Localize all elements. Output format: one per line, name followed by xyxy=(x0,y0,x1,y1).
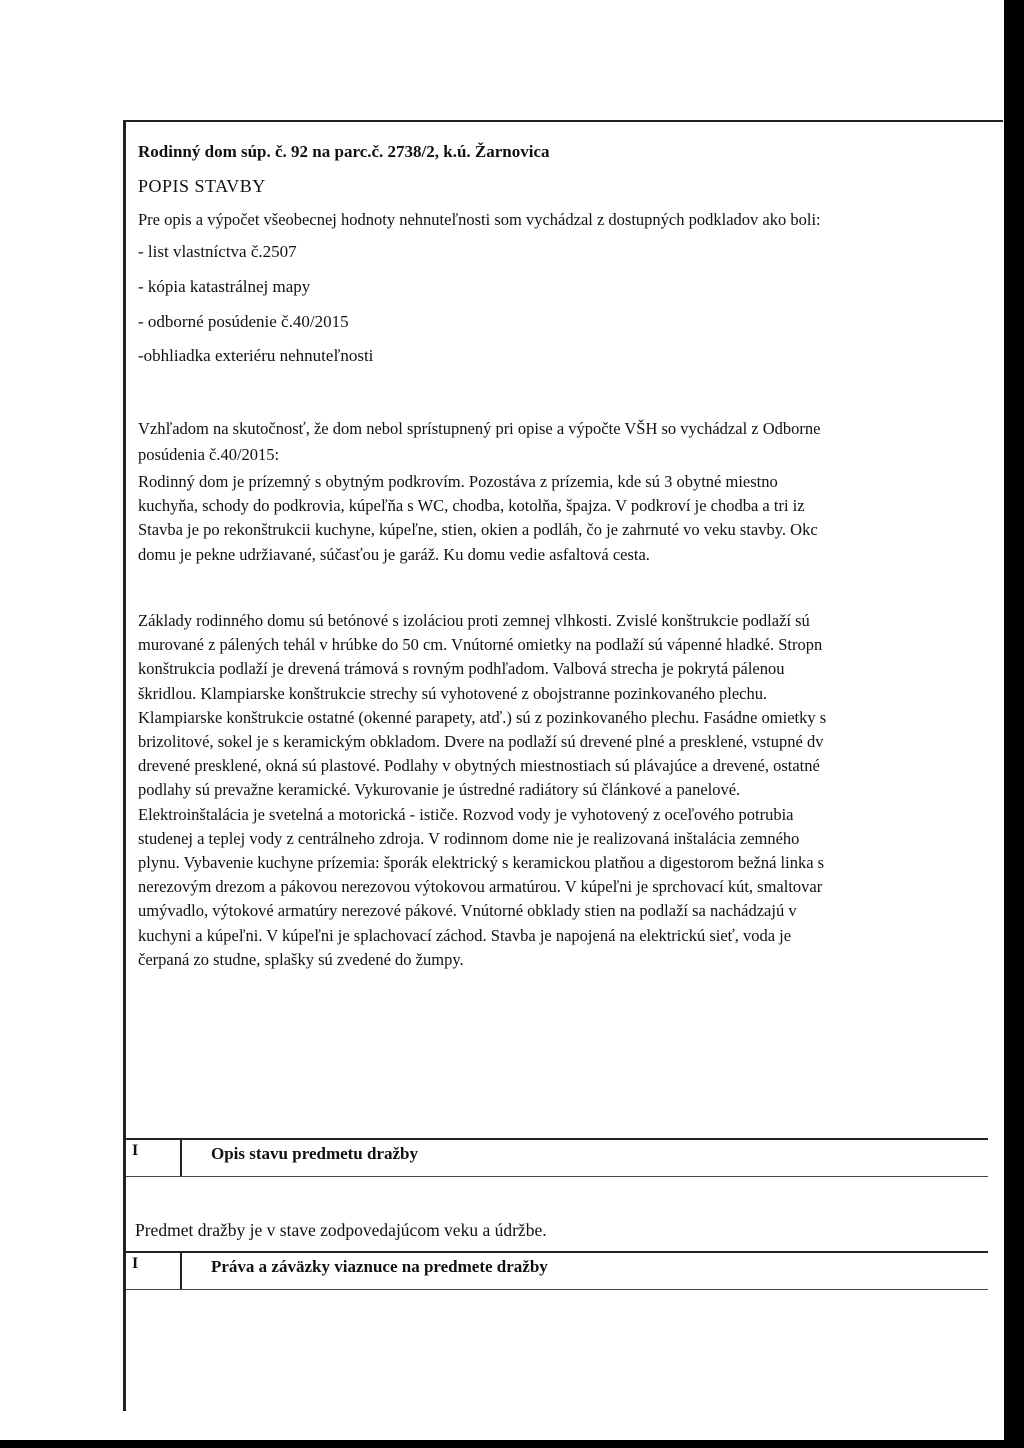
intro-block xyxy=(138,207,1003,233)
section-number: I xyxy=(132,1255,139,1272)
property-address: Rodinný dom súp. č. 92 na parc.č. 2738/2, k.ú. Žarnovica xyxy=(138,142,550,161)
intro-line: Pre opis a výpočet všeobecnej hodnoty nehnuteľnosti som vychádzal z dostupných podkladov ako boli: xyxy=(138,210,821,229)
construction-line: umývadlo, výtokové armatúry nerezové pákové. Vnútorné obklady stien na podlaží sa nachádzajú v xyxy=(138,901,797,921)
section-rule xyxy=(126,1251,988,1253)
description-line: kuchyňa, schody do podkrovia, kúpeľňa s WC, chodba, kotolňa, špajza. V podkroví je chodba a tri iz xyxy=(138,496,805,516)
description-line: Rodinný dom je prízemný s obytným podkrovím. Pozostáva z prízemia, kde sú 3 obytné miestno xyxy=(138,472,778,491)
construction-line: škridlou. Klampiarske konštrukcie strechy sú vyhotovené z obojstranne pozinkovaného plechu. xyxy=(138,683,768,703)
section-number: I xyxy=(132,1142,139,1159)
section-title: Opis stavu predmetu dražby xyxy=(211,1144,419,1163)
note-line: Vzhľadom na skutočnosť, že dom nebol sprístupnený pri opise a výpočte VŠH so vychádzal z Odborne xyxy=(138,419,821,438)
construction-paragraph xyxy=(138,609,1003,972)
construction-line: čerpaná zo studne, splašky sú zvedené do žumpy. xyxy=(138,949,464,969)
source-item: - list vlastníctva č.2507 xyxy=(138,242,297,261)
source-item: - kópia katastrálnej mapy xyxy=(138,277,311,296)
description-line: domu je pekne udržiavané, súčasťou je garáž. Ku domu vedie asfaltová cesta. xyxy=(138,544,650,564)
section-title: Práva a záväzky viaznuce na predmete dražby xyxy=(211,1257,548,1276)
section-title-popis-stavby: POPIS STAVBY xyxy=(138,176,266,196)
scan-edge-right xyxy=(1004,0,1024,1448)
section-opis-stavu xyxy=(126,1138,1003,1178)
construction-line: Elektroinštalácia je svetelná a motorická - ističe. Rozvod vody je vyhotovený z oceľového potrubia xyxy=(138,804,794,824)
construction-line: kuchyni a kúpeľni. V kúpeľni je splachovací záchod. Stavba je napojená na elektrickú sieť, voda je xyxy=(138,925,792,945)
construction-line: drevené presklené, okná sú plastové. Podlahy v obytných miestnostiach sú plávajúce a drevené, ostatné xyxy=(138,756,820,776)
construction-line: Klampiarske konštrukcie ostatné (okenné parapety, atď.) sú z pozinkovaného plechu. Fasádne omietky s xyxy=(138,707,827,727)
top-border-line xyxy=(123,120,1003,122)
note-line: posúdenia č.40/2015: xyxy=(138,444,280,464)
section-rule-bottom xyxy=(126,1289,988,1290)
scan-edge-bottom xyxy=(0,1440,1024,1448)
section-prava-zavazky xyxy=(126,1251,1003,1291)
source-item: -obhliadka exteriéru nehnuteľnosti xyxy=(138,346,374,365)
source-item: - odborné posúdenie č.40/2015 xyxy=(138,312,349,331)
construction-line: studenej a teplej vody z centrálneho zdroja. V rodinnom dome nie je realizovaná inštalácia zemného xyxy=(138,828,800,848)
description-line: Stavba je po rekonštrukcii kuchyne, kúpeľne, stien, okien a podláh, čo je zahrnuté vo veku stavby. Okc xyxy=(138,520,818,540)
construction-line: murované z pálených tehál v hrúbke do 50 cm. Vnútorné omietky na podlaží sú vápenné hladké. Stropn xyxy=(138,635,823,655)
left-border-line xyxy=(123,121,126,1411)
section-rule-bottom xyxy=(126,1176,988,1177)
section-rule xyxy=(126,1138,988,1140)
construction-line: plynu. Vybavenie kuchyne prízemia: šporák elektrický s keramickou platňou a digestorom bežná linka s xyxy=(138,853,825,873)
note-paragraph xyxy=(138,416,1003,467)
construction-line: konštrukcia podlaží je drevená trámová s rovným podhľadom. Valbová strecha je pokrytá pálenou xyxy=(138,659,785,679)
construction-line: podlahy sú prevažne keramické. Vykurovanie je ústredné radiátory sú článkové a panelové. xyxy=(138,780,741,800)
construction-line: brizolitové, sokel je s keramickým obkladom. Dvere na podlaží sú drevené plné a presklené, vstupné dv xyxy=(138,732,824,752)
description-paragraph xyxy=(138,470,1003,567)
section-number-box xyxy=(126,1251,182,1289)
construction-line: Základy rodinného domu sú betónové s izoláciou proti zemnej vlhkosti. Zvislé konštrukcie podlaží sú xyxy=(138,611,810,630)
section-opis-stavu-text: Predmet dražby je v stave zodpovedajúcom veku a údržbe. xyxy=(135,1220,547,1240)
section-number-box xyxy=(126,1138,182,1176)
construction-line: nerezovým drezom a pákovou nerezovou výtokovou armatúrou. V kúpeľni je sprchovací kút, smaltovar xyxy=(138,877,823,897)
